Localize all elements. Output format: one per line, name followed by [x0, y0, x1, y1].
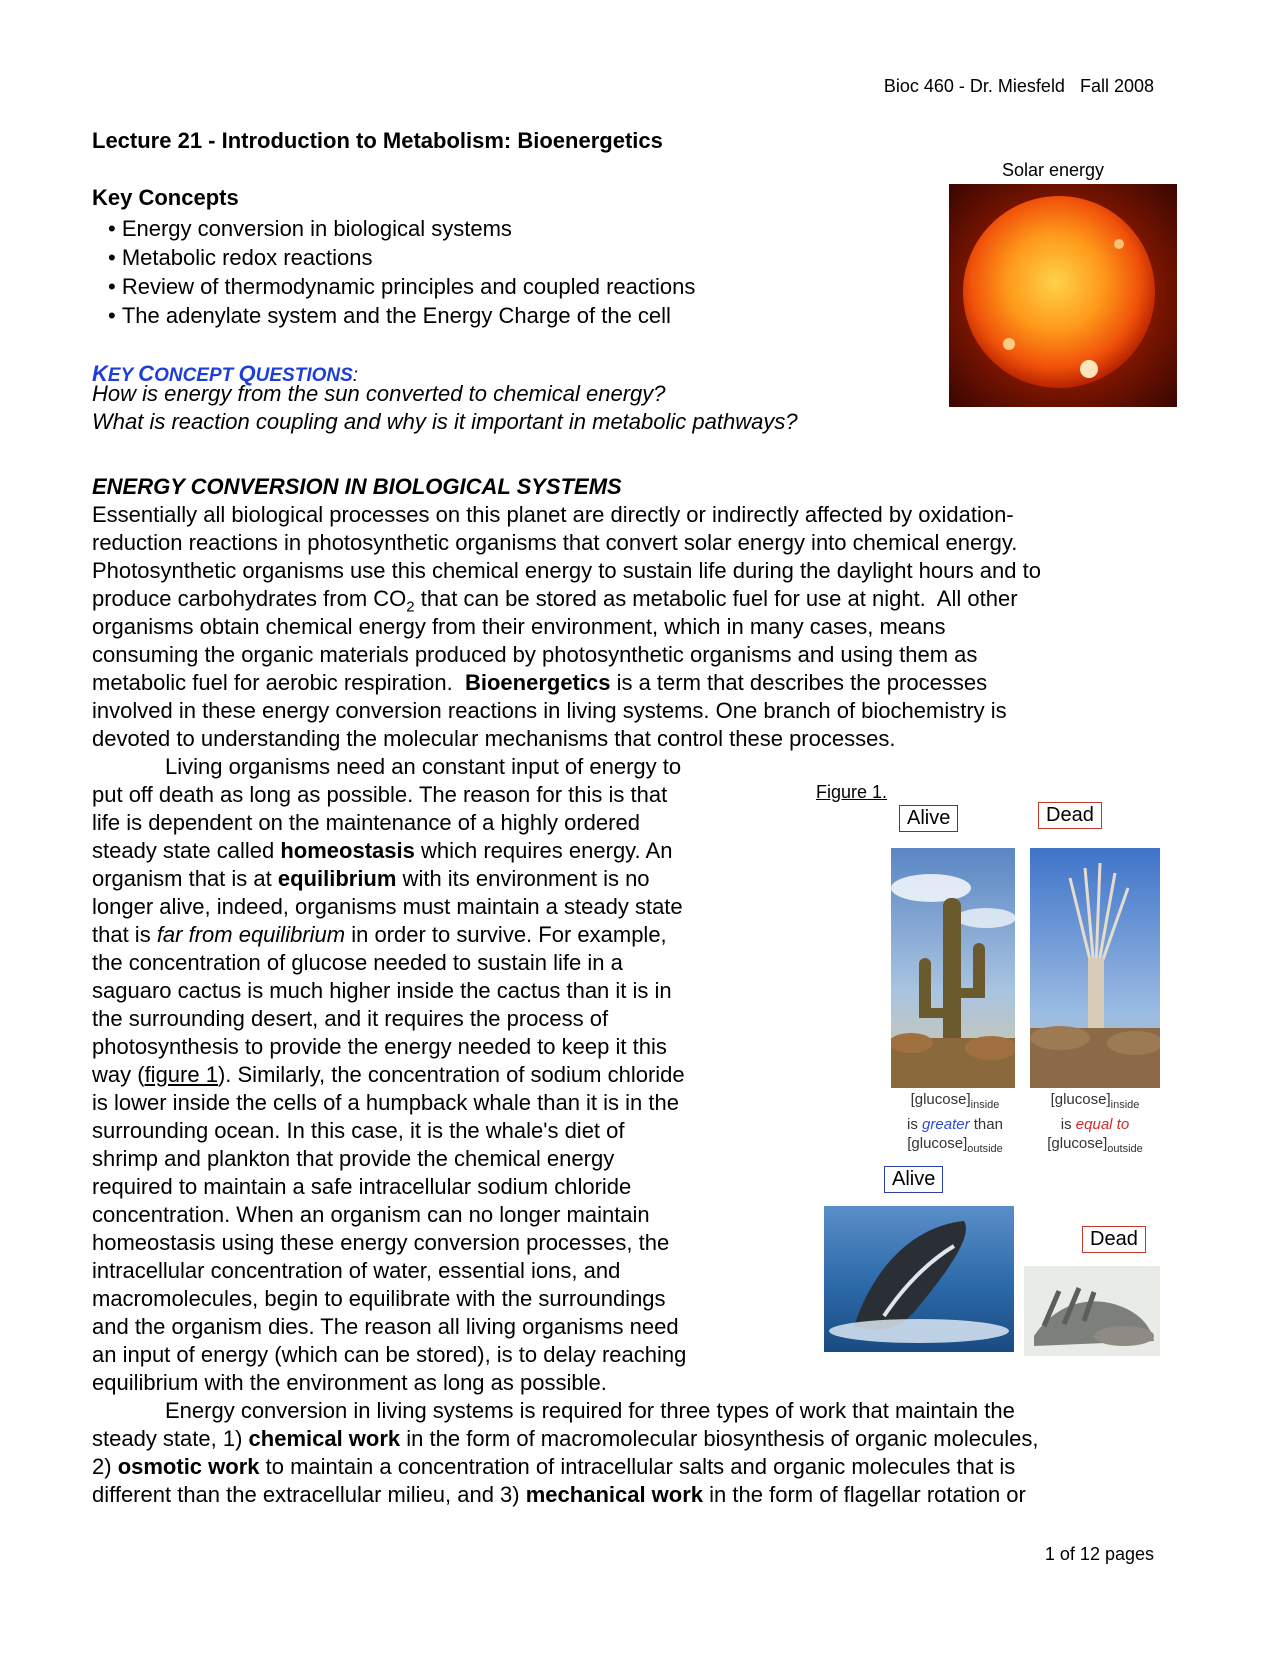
paragraph-line: organism that is at equilibrium with its environment is no [92, 866, 650, 891]
paragraph-line: consuming the organic materials produced by photosynthetic organisms and using them as [92, 642, 978, 667]
paragraph-line: homeostasis using these energy conversion processes, the [92, 1230, 670, 1255]
question-2: What is reaction coupling and why is it important in metabolic pathways? [92, 409, 798, 434]
key-concepts-heading: Key Concepts [92, 185, 239, 210]
paragraph-line: steady state, 1) chemical work in the form of macromolecular biosynthesis of organic molecules, [92, 1426, 1039, 1451]
paragraph-line: reduction reactions in photosynthetic organisms that convert solar energy into chemical energy. [92, 530, 1018, 555]
solar-caption: Solar energy [1002, 160, 1105, 180]
paragraph-line: shrimp and plankton that provide the chemical energy [92, 1146, 615, 1171]
figure-caption: Figure 1. [816, 782, 888, 802]
alive-whale-image [824, 1206, 1014, 1352]
question-1: How is energy from the sun converted to chemical energy? [92, 381, 666, 406]
lecture-title: Lecture 21 - Introduction to Metabolism: Bioenergetics [92, 128, 663, 153]
section-heading: ENERGY CONVERSION IN BIOLOGICAL SYSTEMS [92, 474, 622, 499]
paragraph-line: longer alive, indeed, organisms must maintain a steady state [92, 894, 683, 919]
list-item: • Review of thermodynamic principles and coupled reactions [108, 272, 695, 301]
glucose-alive-label: $[glucose]_{inside}$ is greater than $[glucose]_{outside}$ [907, 1091, 1003, 1155]
alive-cactus-image [891, 848, 1015, 1088]
figure-1-link[interactable]: figure 1 [144, 1062, 218, 1087]
paragraph-line: Essentially all biological processes on this planet are directly or indirectly affected by oxidation- [92, 502, 1014, 527]
key-concept-questions-label: KEY CONCEPT QUESTIONS: [92, 361, 359, 386]
paragraph-line: 2) osmotic work to maintain a concentration of intracellular salts and organic molecules that is [92, 1454, 1016, 1479]
paragraph-line: produce carbohydrates from $CO_2$ that can be stored as metabolic fuel for use at night. All other [92, 586, 1018, 616]
dead-label-cactus: Dead [1038, 802, 1102, 829]
paragraph-line: is lower inside the cells of a humpback whale than it is in the [92, 1090, 679, 1115]
paragraph-line: surrounding ocean. In this case, it is the whale's diet of [92, 1118, 625, 1143]
paragraph-line: saguaro cactus is much higher inside the cactus than it is in [92, 978, 672, 1003]
dead-whale-image [1024, 1266, 1160, 1356]
course-header: Bioc 460 - Dr. Miesfeld Fall 2008 [883, 76, 1154, 96]
alive-label-cactus: Alive [899, 805, 958, 832]
paragraph-line: intracellular concentration of water, essential ions, and [92, 1258, 621, 1283]
page-number: 1 of 12 pages [1044, 1544, 1154, 1564]
paragraph-line: an input of energy (which can be stored), is to delay reaching [92, 1342, 687, 1367]
paragraph-line: metabolic fuel for aerobic respiration. Bioenergetics is a term that describes the processes [92, 670, 988, 695]
figure-1 [814, 802, 1170, 1382]
paragraph-line: Energy conversion in living systems is required for three types of work that maintain the [165, 1398, 1015, 1423]
paragraph-line: photosynthesis to provide the energy needed to keep it this [92, 1034, 667, 1059]
glucose-dead-label: $[glucose]_{inside}$ is equal to $[glucose]_{outside}$ [1047, 1091, 1143, 1155]
list-item: • Metabolic redox reactions [108, 243, 695, 272]
dead-label-whale: Dead [1082, 1226, 1146, 1253]
paragraph-line: the surrounding desert, and it requires the process of [92, 1006, 609, 1031]
paragraph-line: Photosynthetic organisms use this chemical energy to sustain life during the daylight hours and to [92, 558, 1041, 583]
paragraph-line: devoted to understanding the molecular mechanisms that control these processes. [92, 726, 896, 751]
paragraph-line: and the organism dies. The reason all living organisms need [92, 1314, 679, 1339]
paragraph-line: that is far from equilibrium in order to survive. For example, [92, 922, 667, 947]
key-concepts-list [108, 214, 695, 330]
paragraph-line: organisms obtain chemical energy from their environment, which in many cases, means [92, 614, 946, 639]
alive-label-whale: Alive [884, 1166, 943, 1193]
paragraph-line: Living organisms need an constant input of energy to [165, 754, 682, 779]
paragraph-line: required to maintain a safe intracellular sodium chloride [92, 1174, 632, 1199]
paragraph-line: macromolecules, begin to equilibrate with the surroundings [92, 1286, 666, 1311]
paragraph-line: steady state called homeostasis which requires energy. An [92, 838, 673, 863]
list-item: • Energy conversion in biological systems [108, 214, 695, 243]
paragraph-line: way (figure 1). Similarly, the concentration of sodium chloride [92, 1062, 685, 1087]
dead-cactus-image [1030, 848, 1160, 1088]
paragraph-line: concentration. When an organism can no longer maintain [92, 1202, 650, 1227]
paragraph-line: equilibrium with the environment as long as possible. [92, 1370, 607, 1395]
paragraph-line: different than the extracellular milieu, and 3) mechanical work in the form of flagellar rotation or [92, 1482, 1026, 1507]
paragraph-line: put off death as long as possible. The reason for this is that [92, 782, 668, 807]
paragraph-line: the concentration of glucose needed to sustain life in a [92, 950, 623, 975]
sun-image [949, 184, 1177, 407]
paragraph-line: involved in these energy conversion reactions in living systems. One branch of biochemistry is [92, 698, 1007, 723]
list-item: • The adenylate system and the Energy Charge of the cell [108, 301, 695, 330]
paragraph-line: life is dependent on the maintenance of a highly ordered [92, 810, 640, 835]
